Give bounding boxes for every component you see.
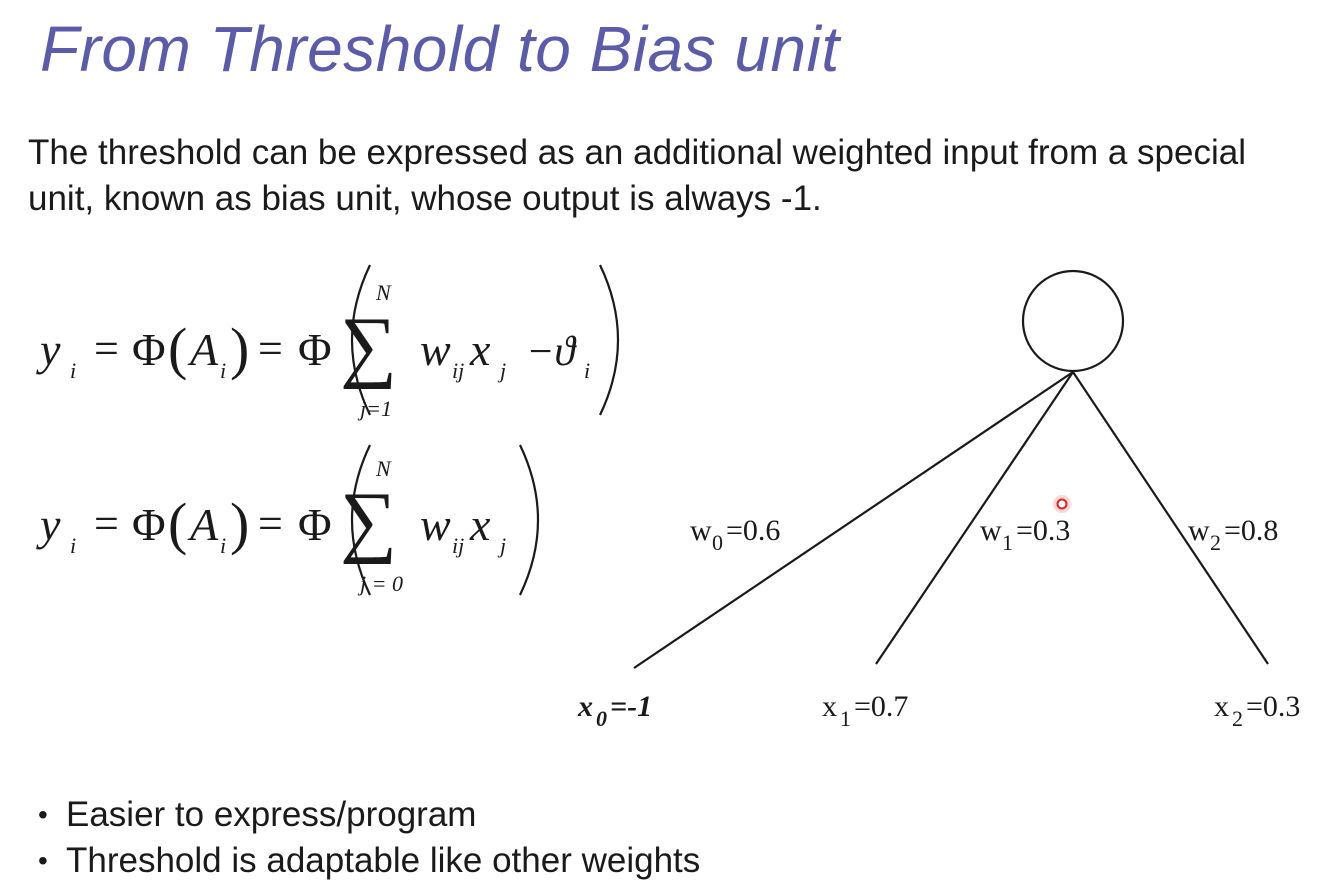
- eq2-equals-2: =: [258, 499, 283, 548]
- x0-value: =-1: [610, 690, 653, 723]
- eq1-paren-close: ): [230, 316, 250, 381]
- eq1-equals-2: =: [258, 324, 283, 373]
- pointer-dot: [1058, 500, 1067, 509]
- weight-label-w1: [980, 514, 1070, 555]
- w2-sub: 2: [1210, 530, 1221, 555]
- eq1-sum-lower: j=1: [360, 396, 392, 421]
- neuron-node: [1023, 271, 1123, 371]
- x0-base: x: [578, 690, 593, 723]
- eq1-x-sub: j: [500, 358, 507, 383]
- x0-sub: 0: [596, 706, 607, 731]
- eq2-a-sub: i: [220, 533, 227, 558]
- eq2-sigma: ∑: [340, 477, 398, 565]
- eq1-paren-open: (: [168, 316, 188, 381]
- eq1-y-sub: i: [70, 358, 77, 383]
- input-label-x0: [577, 690, 652, 731]
- w0-sub: 0: [712, 530, 723, 555]
- eq1-w-sub: ij: [452, 358, 465, 383]
- weight-label-w0: [690, 514, 780, 555]
- x1-base: x: [822, 690, 837, 723]
- eq1-minus-theta: −ϑ: [526, 329, 575, 375]
- eq2-y: y: [40, 499, 61, 550]
- eq1-equals-1: =: [94, 324, 119, 373]
- bullet-item: • Easier to express/program: [38, 792, 700, 838]
- x1-sub: 1: [840, 706, 851, 731]
- intro-paragraph: The threshold can be expressed as an additional weighted input from a special unit, known as bias unit, whose output is always -1.: [28, 133, 1246, 218]
- eq1-x: x: [470, 324, 491, 375]
- x2-sub: 2: [1232, 706, 1243, 731]
- eq1-a-sub: i: [220, 358, 227, 383]
- w0-value: =0.6: [726, 514, 781, 547]
- eq1-phi-2: Φ: [298, 324, 332, 375]
- eq2-w: w: [420, 499, 451, 550]
- eq1-a: A: [190, 324, 219, 375]
- eq2-paren-open: (: [168, 491, 188, 556]
- x2-base: x: [1214, 690, 1229, 723]
- x1-value: =0.7: [854, 690, 909, 723]
- eq2-x-sub: j: [500, 533, 507, 558]
- eq2-y-sub: i: [70, 533, 77, 558]
- eq2-a: A: [190, 499, 219, 550]
- eq2-sum-upper: N: [376, 456, 391, 481]
- input-label-x2: [1214, 690, 1300, 731]
- x2-value: =0.3: [1246, 690, 1301, 723]
- eq1-sigma: ∑: [340, 302, 398, 390]
- eq2-w-sub: ij: [452, 533, 465, 558]
- eq2-phi-2: Φ: [298, 499, 332, 550]
- weight-label-w2: [1188, 514, 1278, 555]
- w1-value: =0.3: [1016, 514, 1071, 547]
- eq1-sum-upper: N: [376, 280, 391, 305]
- eq2-sum-lower: j = 0: [360, 571, 403, 596]
- input-label-x1: [822, 690, 908, 731]
- bullet-item: • Threshold is adaptable like other weights: [38, 838, 700, 884]
- eq2-equals-1: =: [94, 499, 119, 548]
- eq1-theta-sub: i: [584, 358, 591, 383]
- w0-base: w: [690, 514, 712, 547]
- eq2-paren-close: ): [230, 491, 250, 556]
- w1-sub: 1: [1002, 530, 1013, 555]
- eq1-y: y: [40, 324, 61, 375]
- eq1-phi: Φ: [132, 324, 166, 375]
- slide-title: From Threshold to Bias unit: [40, 13, 840, 85]
- w1-base: w: [980, 514, 1002, 547]
- bullet-list: [38, 792, 700, 884]
- eq2-x: x: [470, 499, 491, 550]
- w2-base: w: [1188, 514, 1210, 547]
- w2-value: =0.8: [1224, 514, 1279, 547]
- eq2-phi: Φ: [132, 499, 166, 550]
- pointer-cursor: [1053, 495, 1071, 513]
- eq1-w: w: [420, 324, 451, 375]
